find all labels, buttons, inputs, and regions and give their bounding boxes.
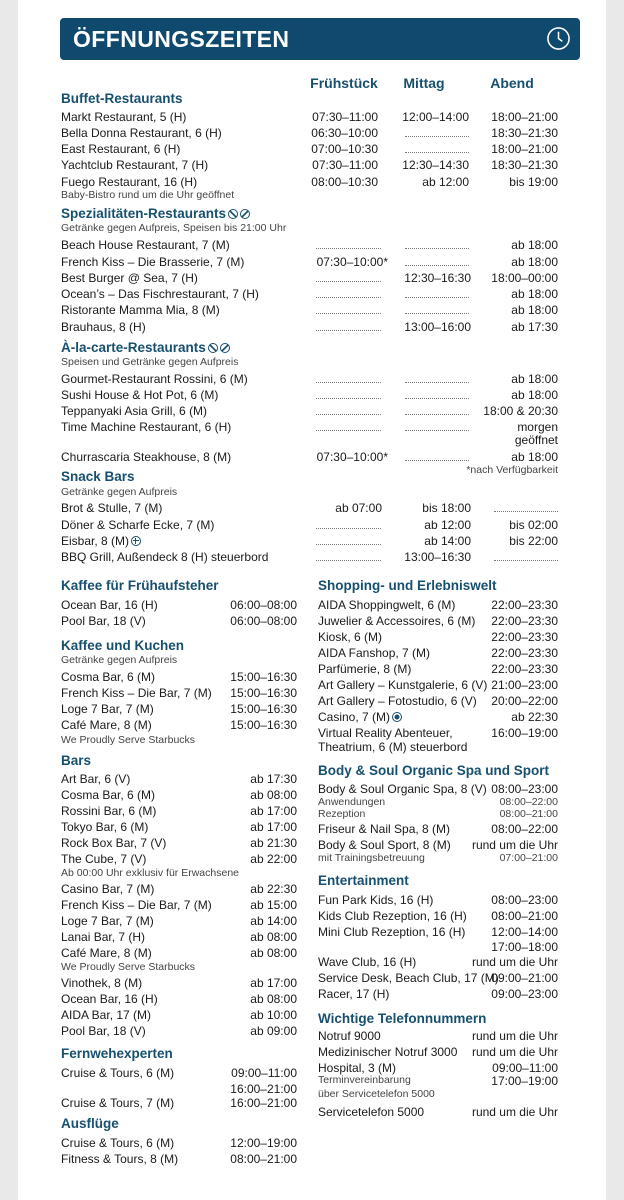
row-name: Art Gallery – Kunstgalerie, 6 (V)	[318, 678, 488, 692]
row-name: Pool Bar, 18 (V)	[61, 614, 146, 628]
row-time: 08:00–22:00	[491, 822, 558, 836]
row-time: 08:00–22:00	[499, 796, 558, 808]
lunch-time: ab 12:00	[422, 175, 469, 189]
row-name: East Restaurant, 6 (H)	[61, 142, 181, 156]
row-name: Rock Box Bar, 7 (V)	[61, 836, 167, 850]
row-name: Notruf 9000	[318, 1029, 381, 1043]
row-name: Medizinischer Notruf 3000	[318, 1045, 458, 1059]
column-breakfast: Frühstück	[310, 75, 378, 91]
coffee-cake-note: Getränke gegen Aufpreis	[61, 654, 178, 666]
dinner-time: morgen	[517, 420, 558, 434]
dinner-time: ab 18:00	[511, 303, 558, 317]
row-name: Brot & Stulle, 7 (M)	[61, 501, 163, 515]
buffet-note: Baby-Bistro rund um die Uhr geöffnet	[61, 189, 235, 201]
clock-icon	[546, 26, 571, 51]
row-time: ab 22:30	[250, 882, 297, 896]
adults-note: Ab 00:00 Uhr exklusiv für Erwachsene	[61, 867, 240, 879]
row-name: Time Machine Restaurant, 6 (H)	[61, 420, 232, 434]
row-name: Bella Donna Restaurant, 6 (H)	[61, 126, 222, 140]
row-name: Café Mare, 8 (M)	[61, 718, 152, 732]
row-time: ab 08:00	[250, 930, 297, 944]
row-time: 16:00–21:00	[230, 1096, 297, 1110]
row-time: 12:00–19:00	[230, 1136, 297, 1150]
row-time: 22:00–23:30	[491, 630, 558, 644]
row-time: ab 08:00	[250, 992, 297, 1006]
row-time: ab 10:00	[250, 1008, 297, 1022]
dinner-time: 18:00–21:00	[491, 142, 558, 156]
row-time: 12:00–14:00	[491, 925, 558, 939]
row-time: 06:00–08:00	[230, 614, 297, 628]
row-time: rund um die Uhr	[471, 1105, 558, 1119]
row-name: Vinothek, 8 (M)	[61, 976, 143, 990]
row-name: Tokyo Bar, 6 (M)	[61, 820, 149, 834]
plus-icon	[131, 536, 141, 546]
schedule-page	[18, 0, 606, 1200]
dinner-time: ab 18:00	[511, 238, 558, 252]
dinner-time: bis 22:00	[509, 534, 558, 548]
row-name: AIDA Bar, 17 (M)	[61, 1008, 152, 1022]
row-name: French Kiss – Die Brasserie, 7 (M)	[61, 255, 245, 269]
row-time: 09:00–11:00	[492, 1061, 558, 1075]
footnote: *nach Verfügbarkeit	[466, 464, 558, 476]
row-name: Casino, 7 (M)	[318, 710, 402, 724]
row-name: Teppanyaki Asia Grill, 6 (M)	[61, 404, 208, 418]
row-time: ab 22:00	[250, 852, 297, 866]
breakfast-time: 07:30–10:00*	[316, 450, 388, 464]
breakfast-time: 06:30–10:00	[311, 126, 378, 140]
fork-icon	[220, 343, 230, 353]
dinner-time: bis 02:00	[509, 518, 558, 532]
row-time: ab 17:00	[250, 804, 297, 818]
row-name: Beach House Restaurant, 7 (M)	[61, 238, 230, 252]
row-name: Lanai Bar, 7 (H)	[61, 930, 146, 944]
breakfast-time: 07:00–10:30	[311, 142, 378, 156]
row-name: Virtual Reality Abenteuer,	[318, 726, 453, 740]
row-time: 15:00–16:30	[230, 686, 297, 700]
dinner-time: ab 18:00	[511, 450, 558, 464]
row-time: 08:00–21:00	[499, 808, 558, 820]
dinner-time: ab 18:00	[511, 372, 558, 386]
row-name: Fuego Restaurant, 16 (H)	[61, 175, 198, 189]
row-name: Cruise & Tours, 6 (M)	[61, 1136, 175, 1150]
row-name: Body & Soul Organic Spa, 8 (V)	[318, 782, 487, 796]
column-dinner: Abend	[490, 75, 534, 91]
row-time: rund um die Uhr	[471, 1045, 558, 1059]
row-name: Fitness & Tours, 8 (M)	[61, 1152, 179, 1166]
lunch-time: 13:00–16:00	[404, 320, 471, 334]
row-time: ab 21:30	[250, 836, 297, 850]
row-sub: Rezeption	[318, 808, 366, 820]
lunch-time: ab 12:00	[424, 518, 471, 532]
row-name: Kiosk, 6 (M)	[318, 630, 383, 644]
section-title-coffee-early: Kaffee für Frühaufsteher	[61, 578, 219, 593]
row-name: Casino Bar, 7 (M)	[61, 882, 155, 896]
section-title-alacarte: À-la-carte-Restaurants	[61, 340, 230, 355]
row-time: 21:00–23:00	[491, 678, 558, 692]
row-time: 20:00–22:00	[491, 694, 558, 708]
row-time: 08:00–21:00	[491, 909, 558, 923]
dinner-time: ab 18:00	[511, 287, 558, 301]
row-time: ab 08:00	[250, 946, 297, 960]
row-name: Sushi House & Hot Pot, 6 (M)	[61, 388, 219, 402]
lunch-time: 13:00–16:30	[404, 550, 471, 564]
row-name: French Kiss – Die Bar, 7 (M)	[61, 898, 212, 912]
header-bar	[60, 18, 580, 60]
row-name: Parfümerie, 8 (M)	[318, 662, 412, 676]
row-time: rund um die Uhr	[471, 838, 558, 852]
empty-time-dots	[316, 313, 381, 314]
row-sub: mit Trainingsbetreuung	[318, 852, 425, 864]
section-title-entertainment: Entertainment	[318, 873, 409, 888]
row-name: Rossini Bar, 6 (M)	[61, 804, 157, 818]
dinner-time: 18:00–00:00	[491, 271, 558, 285]
row-name: Wave Club, 16 (H)	[318, 955, 417, 969]
row-name: French Kiss – Die Bar, 7 (M)	[61, 686, 212, 700]
row-time: 07:00–21:00	[499, 852, 558, 864]
starbucks-note: We Proudly Serve Starbucks	[61, 961, 196, 973]
row-time: 15:00–16:30	[230, 670, 297, 684]
lunch-time: 12:30–16:30	[404, 271, 471, 285]
row-name: Servicetelefon 5000	[318, 1105, 425, 1119]
breakfast-time: 07:30–11:00	[312, 110, 378, 124]
dinner-time: 18:30–21:30	[491, 126, 558, 140]
row-name: The Cube, 7 (V)	[61, 852, 147, 866]
row-name: Body & Soul Sport, 8 (M)	[318, 838, 451, 852]
row-time: ab 17:30	[250, 772, 297, 786]
fork-icon	[240, 209, 250, 219]
starbucks-note: We Proudly Serve Starbucks	[61, 734, 196, 746]
page-title: ÖFFNUNGSZEITEN	[73, 26, 290, 52]
breakfast-time: 07:30–10:00*	[316, 255, 388, 269]
row-time: 22:00–23:30	[491, 646, 558, 660]
snack-note: Getränke gegen Aufpreis	[61, 486, 178, 498]
row-name: Loge 7 Bar, 7 (M)	[61, 914, 154, 928]
row-name: AIDA Shoppingwelt, 6 (M)	[318, 598, 456, 612]
row-name: Ocean’s – Das Fischrestaurant, 7 (H)	[61, 287, 259, 301]
section-title-shopping: Shopping- und Erlebniswelt	[318, 578, 497, 593]
dinner-time: 18:30–21:30	[491, 158, 558, 172]
empty-time-dots	[316, 297, 381, 298]
row-time: 08:00–21:00	[230, 1152, 297, 1166]
row-name: Fun Park Kids, 16 (H)	[318, 893, 434, 907]
row-name: Friseur & Nail Spa, 8 (M)	[318, 822, 451, 836]
row-name: Mini Club Rezeption, 16 (H)	[318, 925, 466, 939]
row-time: ab 14:00	[250, 914, 297, 928]
dinner-time-2: geöffnet	[514, 433, 558, 447]
row-name: Cosma Bar, 6 (M)	[61, 670, 156, 684]
leaf-icon	[228, 209, 238, 219]
column-lunch: Mittag	[403, 75, 445, 91]
section-title-fernweh: Fernwehexperten	[61, 1046, 173, 1061]
section-title-ausfluege: Ausflüge	[61, 1116, 119, 1131]
section-title-coffee-cake: Kaffee und Kuchen	[61, 638, 185, 653]
row-time: ab 17:00	[250, 820, 297, 834]
dinner-time: ab 18:00	[511, 255, 558, 269]
lunch-time: 12:30–14:30	[402, 158, 469, 172]
row-name: Cruise & Tours, 6 (M)	[61, 1066, 175, 1080]
row-sub: Terminvereinbarung	[318, 1074, 411, 1086]
empty-time-dots	[494, 511, 558, 512]
row-name: Pool Bar, 18 (V)	[61, 1024, 146, 1038]
row-name: Döner & Scharfe Ecke, 7 (M)	[61, 518, 215, 532]
row-time: 08:00–23:00	[491, 893, 558, 907]
row-time: ab 09:00	[250, 1024, 297, 1038]
row-time: 15:00–16:30	[230, 702, 297, 716]
row-name: Cosma Bar, 6 (M)	[61, 788, 156, 802]
row-time: 17:00–19:00	[491, 1074, 558, 1088]
row-time: 22:00–23:30	[491, 662, 558, 676]
row-sub: Anwendungen	[318, 796, 386, 808]
row-name: Eisbar, 8 (M)	[61, 534, 141, 548]
row-time: 22:00–23:30	[491, 598, 558, 612]
row-name: Ristorante Mamma Mia, 8 (M)	[61, 303, 220, 317]
row-name: Yachtclub Restaurant, 7 (H)	[61, 158, 209, 172]
row-name: Kids Club Rezeption, 16 (H)	[318, 909, 467, 923]
row-time: 15:00–16:30	[230, 718, 297, 732]
row-sub: über Servicetelefon 5000	[318, 1088, 435, 1100]
dinner-time: ab 18:00	[511, 388, 558, 402]
row-name: Hospital, 3 (M)	[318, 1061, 397, 1075]
special-note: Getränke gegen Aufpreis, Speisen bis 21:00 Uhr	[61, 222, 287, 234]
row-time: ab 22:30	[511, 710, 558, 724]
row-name: Ocean Bar, 16 (H)	[61, 598, 158, 612]
dinner-time: 18:00–21:00	[491, 110, 558, 124]
row-name: Churrascaria Steakhouse, 8 (M)	[61, 450, 232, 464]
row-time: rund um die Uhr	[471, 1029, 558, 1043]
row-time: 08:00–23:00	[491, 782, 558, 796]
empty-time-dots	[316, 382, 381, 383]
alacarte-note: Speisen und Getränke gegen Aufpreis	[61, 356, 239, 368]
row-name: Markt Restaurant, 5 (H)	[61, 110, 187, 124]
row-name: BBQ Grill, Außendeck 8 (H) steuerbord	[61, 550, 269, 564]
lunch-time: ab 14:00	[424, 534, 471, 548]
row-name: Loge 7 Bar, 7 (M)	[61, 702, 154, 716]
row-name: Best Burger @ Sea, 7 (H)	[61, 271, 198, 285]
section-title-spa: Body & Soul Organic Spa und Sport	[318, 763, 550, 778]
row-time: rund um die Uhr	[471, 955, 558, 969]
empty-time-dots	[494, 560, 558, 561]
breakfast-time: 07:30–11:00	[312, 158, 378, 172]
lunch-time: bis 18:00	[422, 501, 471, 515]
row-time: ab 08:00	[250, 788, 297, 802]
row-name: Service Desk, Beach Club, 17 (M)	[318, 971, 499, 985]
row-time: ab 15:00	[250, 898, 297, 912]
row-name: Gourmet-Restaurant Rossini, 6 (M)	[61, 372, 248, 386]
row-time: 16:00–19:00	[491, 726, 558, 740]
row-name: AIDA Fanshop, 7 (M)	[318, 646, 431, 660]
lunch-time: 12:00–14:00	[402, 110, 469, 124]
row-name-2: Theatrium, 6 (M) steuerbord	[318, 740, 468, 754]
section-title-buffet: Buffet-Restaurants	[61, 91, 183, 106]
row-time: 22:00–23:30	[491, 614, 558, 628]
leaf-icon	[208, 343, 218, 353]
row-name: Art Gallery – Fotostudio, 6 (V)	[318, 694, 477, 708]
casino-icon	[392, 712, 402, 722]
empty-time-dots	[316, 414, 381, 415]
dinner-time: ab 17:30	[511, 320, 558, 334]
row-time-2: 17:00–18:00	[491, 940, 558, 954]
row-name: Café Mare, 8 (M)	[61, 946, 152, 960]
row-time: 09:00–23:00	[491, 987, 558, 1001]
section-title-phone: Wichtige Telefonnummern	[318, 1011, 487, 1026]
dinner-time: bis 19:00	[509, 175, 558, 189]
row-time: 09:00–21:00	[491, 971, 558, 985]
row-name: Ocean Bar, 16 (H)	[61, 992, 158, 1006]
dinner-time: 18:00 & 20:30	[483, 404, 558, 418]
row-name: Cruise & Tours, 7 (M)	[61, 1096, 175, 1110]
section-title-snack: Snack Bars	[61, 469, 135, 484]
row-name: Brauhaus, 8 (H)	[61, 320, 146, 334]
empty-time-dots	[316, 398, 381, 399]
section-title-special: Spezialitäten-Restaurants	[61, 206, 250, 221]
section-title-bars: Bars	[61, 753, 92, 768]
row-time: 06:00–08:00	[230, 598, 297, 612]
row-time: 09:00–11:00	[231, 1066, 297, 1080]
breakfast-time: ab 07:00	[335, 501, 382, 515]
row-time-2: 16:00–21:00	[230, 1082, 297, 1096]
row-name: Art Bar, 6 (V)	[61, 772, 131, 786]
breakfast-time: 08:00–10:30	[311, 175, 378, 189]
row-time: ab 17:00	[250, 976, 297, 990]
row-name: Juwelier & Accessoires, 6 (M)	[318, 614, 476, 628]
empty-time-dots	[316, 430, 381, 431]
empty-time-dots	[316, 248, 381, 249]
row-name: Racer, 17 (H)	[318, 987, 390, 1001]
